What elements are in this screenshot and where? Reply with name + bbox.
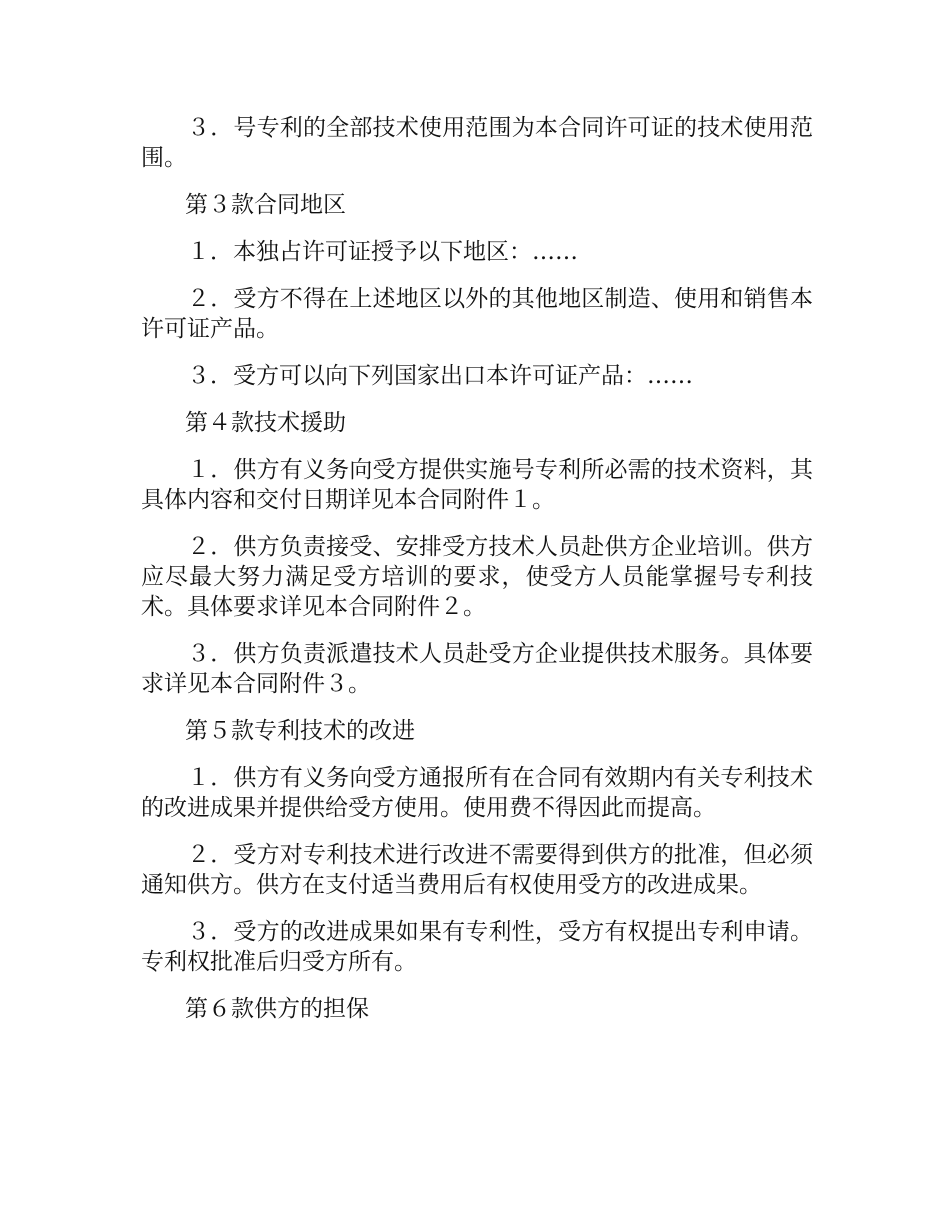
paragraph-supplier-improvements: １．供方有义务向受方通报所有在合同有效期内有关专利技术的改进成果并提供给受方使用。使用费不得因此而提高。 — [141, 765, 813, 821]
paragraph-patent-application: ３．受方的改进成果如果有专利性，受方有权提出专利申请。专利权批准后归受方所有。 — [141, 919, 813, 975]
paragraph-area-restriction: ２．受方不得在上述地区以外的其他地区制造、使用和销售本许可证产品。 — [141, 286, 813, 342]
section-heading-contract-area: 第３款合同地区 — [185, 192, 346, 218]
paragraph-exclusive-license-area: １．本独占许可证授予以下地区：…… — [187, 239, 578, 265]
paragraph-usage-scope: ３．号专利的全部技术使用范围为本合同许可证的技术使用范围。 — [141, 115, 813, 171]
paragraph-technical-service: ３．供方负责派遣技术人员赴受方企业提供技术服务。具体要求详见本合同附件３。 — [141, 641, 813, 697]
document-body — [141, 113, 813, 1041]
section-heading-supplier-guarantee: 第６款供方的担保 — [185, 996, 369, 1022]
paragraph-export-countries: ３．受方可以向下列国家出口本许可证产品：…… — [187, 363, 693, 389]
paragraph-technical-documents: １．供方有义务向受方提供实施号专利所必需的技术资料，其具体内容和交付日期详见本合同附件１。 — [141, 457, 813, 513]
paragraph-training: ２．供方负责接受、安排受方技术人员赴供方企业培训。供方应尽最大努力满足受方培训的要求，使受方人员能掌握号专利技术。具体要求详见本合同附件２。 — [141, 534, 813, 620]
paragraph-licensee-improvements: ２．受方对专利技术进行改进不需要得到供方的批准，但必须通知供方。供方在支付适当费用后有权使用受方的改进成果。 — [141, 842, 813, 898]
section-heading-technical-assistance: 第４款技术援助 — [185, 410, 346, 436]
section-heading-improvements: 第５款专利技术的改进 — [185, 718, 415, 744]
